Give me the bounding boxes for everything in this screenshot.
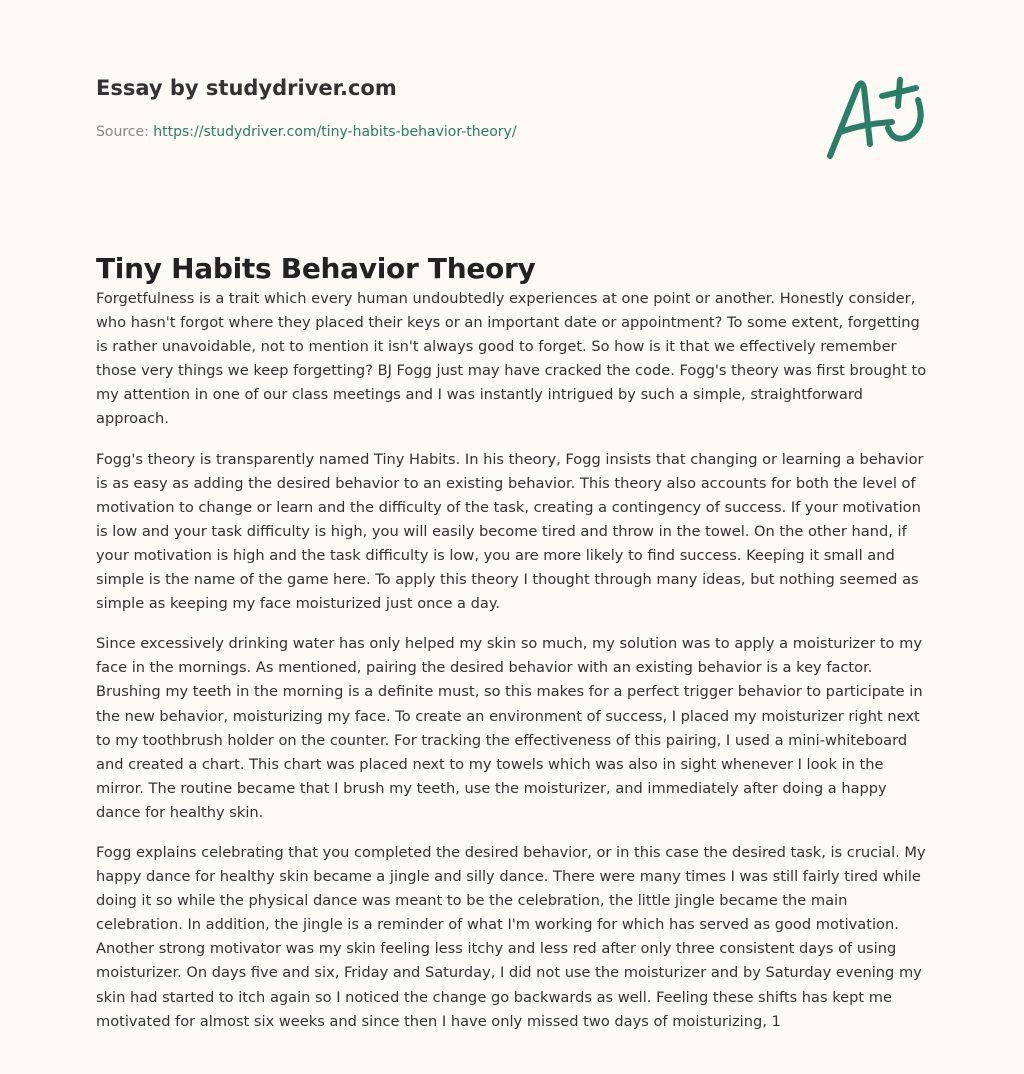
source-label: Source: (96, 124, 149, 140)
essay-paragraph: Fogg's theory is transparently named Tiny Habits. In his theory, Fogg insists that changing or learning a behavior is as easy as adding the desired behavior to an existing behavior. This theory also accounts for both the level of motivation to change or learn and the difficulty of the task, creating a contingency of success. If your motivation is low and your task difficulty is high, you will easily become tired and throw in the towel. On the other hand, if your motivation is high and the task difficulty is low, you are more likely to find success. Keeping it small and simple is the name of the game here. To apply this theory I thought through many ideas, but nothing seemed as simple as keeping my face moisturized just once a day. (96, 450, 924, 613)
essay-title: Tiny Habits Behavior Theory (96, 252, 536, 285)
essay-paragraph: Since excessively drinking water has only helped my skin so much, my solution was to apply a moisturizer to my face in the mornings. As mentioned, pairing the desired behavior with an existing behavior is a key factor. Brushing my teeth in the morning is a definite must, so this makes for a perfect trigger behavior to participate in the new behavior, moisturizing my face. To create an environment of success, I placed my moisturizer right next to my toothbrush holder on the counter. For tracking the effectiveness of this pairing, I used a mini-whiteboard and created a chart. This chart was placed next to my towels which was also in sight whenever I look in the mirror. The routine became that I brush my teeth, use the moisturizer, and immediately after doing a happy dance for healthy skin. (96, 635, 923, 821)
source-line (96, 124, 517, 140)
essay-paragraph: Forgetfulness is a trait which every human undoubtedly experiences at one point or another. Honestly consider, who hasn't forgot where they placed their keys or an important date or appointment? To some extent, forgetting is rather unavoidable, not to mention it isn't always good to forget. So how is it that we effectively remember those very things we keep forgetting? BJ Fogg just may have cracked the code. Fogg's theory was first brought to my attention in one of our class meetings and I was instantly intrigued by such a simple, straightforward approach. (96, 290, 927, 428)
a-plus-logo-icon (818, 66, 938, 166)
essay-paragraph: Fogg explains celebrating that you completed the desired behavior, or in this case the desired task, is crucial. My happy dance for healthy skin became a jingle and silly dance. There were many times I was still fairly tired while doing it so while the physical dance was meant to be the celebration, the little jingle became the main celebration. In addition, the jingle is a reminder of what I'm working for which has served as good motivation. Another strong motivator was my skin feeling less itchy and less red after only three consistent days of using moisturizer. On days five and six, Friday and Saturday, I did not use the moisturizer and by Saturday evening my skin had started to itch again so I noticed the change go backwards as well. Feeling these shifts has kept me motivated for almost six weeks and since then I have only missed two days of moisturizing, 1 (96, 843, 926, 1030)
page-header (0, 0, 1024, 220)
brand-title: Essay by studydriver.com (96, 76, 397, 100)
essay-body (96, 287, 932, 1050)
source-link[interactable]: https://studydriver.com/tiny-habits-behavior-theory/ (153, 124, 517, 140)
